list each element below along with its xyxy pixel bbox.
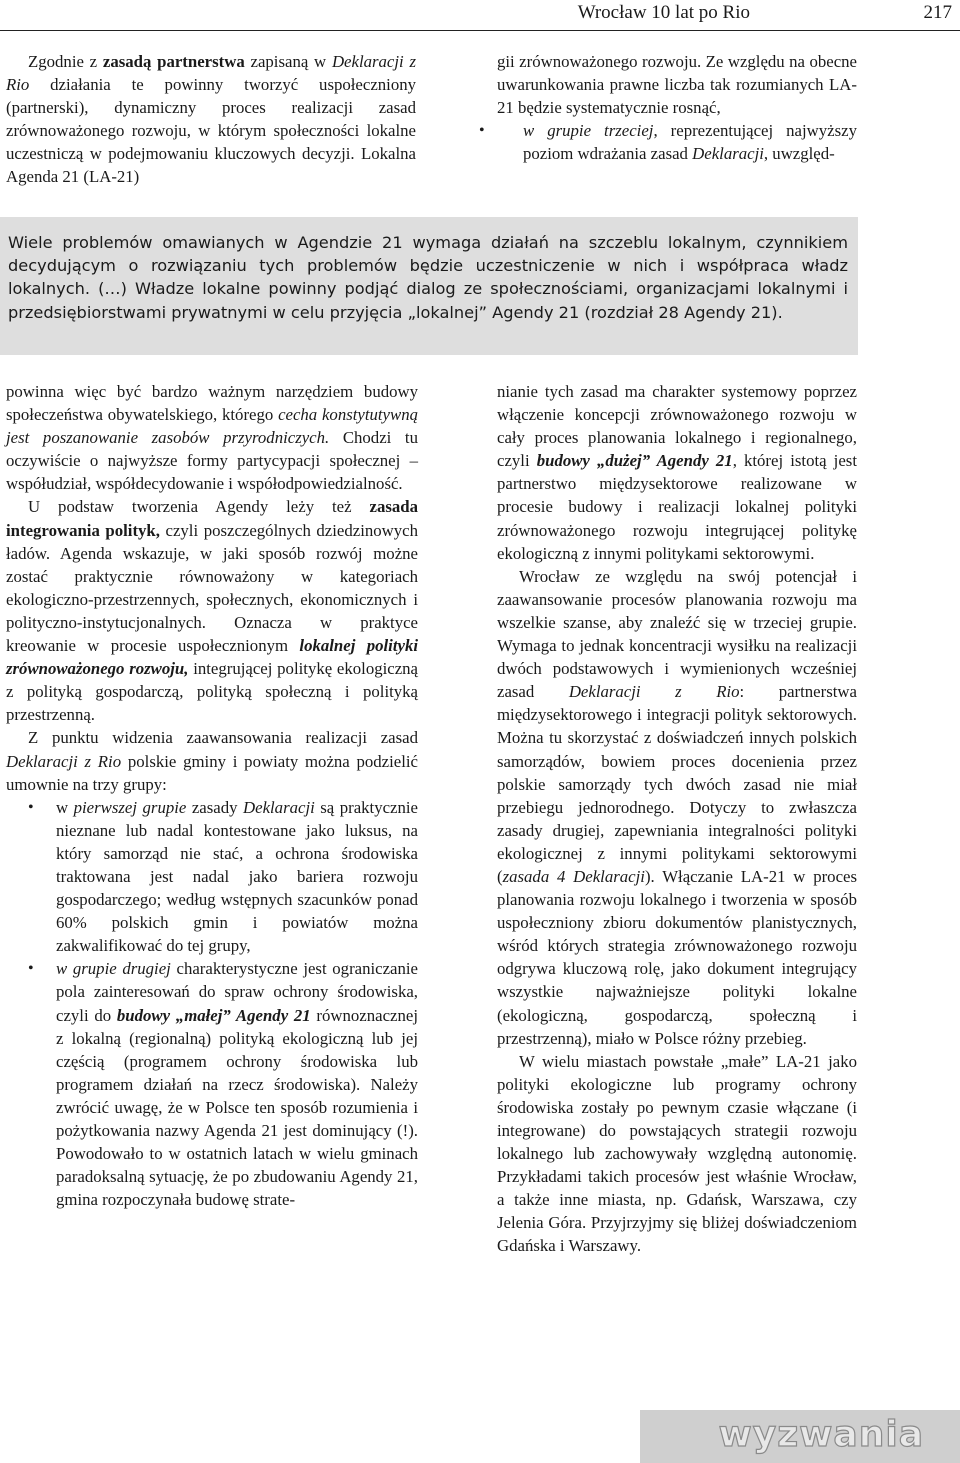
bullet-icon: • (28, 798, 34, 816)
list-item: • w grupie trzeciej, reprezentującej najwyższy poziom wdrażania zasad Deklaracji, uwzględ- (479, 121, 857, 164)
quote-callout (0, 217, 858, 355)
paragraph: powinna więc być bardzo ważnym narzędziem budowy społeczeństwa obywatelskiego, którego cecha konstytutywną jest poszanowanie zasobów przyrodniczych. Chodzi tu oczywiście o najwyższe formy partycypacji społecznej – współudział, współdecydowanie i współodpowiedzialność. (6, 382, 418, 494)
paragraph: U podstaw tworzenia Agendy leży też zasada integrowania polityk, czyli poszczególnych dziedzinowych ładów. Agenda wskazuje, w jaki sposób rozwój możne zostać praktycznie równoważony w kategoriach ekologiczno-przestrzennych, społecznych, ekonomicznych i polityczno-instytucjonalnych. Oznacza w praktyce kreowanie w procesie uspołecznionym lokalnej polityki zrównoważonego rozwoju, integrującej politykę ekologiczną z polityką gospodarczą, polityką społeczną i polityką przestrzenną. (6, 497, 419, 725)
paragraph: Z punktu widzenia zaawansowania realizacji zasad Deklaracji z Rio polskie gminy i powiaty można podzielić umownie na trzy grupy: (6, 728, 418, 794)
bullet-list (479, 119, 857, 165)
running-header (0, 0, 960, 31)
bottom-left-column (6, 380, 418, 1211)
top-right-column (479, 50, 857, 165)
bullet-icon: • (28, 960, 34, 978)
bullet-icon: • (479, 122, 485, 140)
bottom-right-column (497, 380, 857, 1258)
list-item: • w pierwszej grupie zasady Deklaracji są praktycznie nieznane lub nadal kontestowane jako luksus, na który samorząd nie stać, a ochrona środowiska traktowana jest nadal jako bariera rozwoju gospodarczego; według wstępnych szacunków ponad 60% polskich gmin i powiatów można zakwalifikować do tej grupy, (28, 797, 419, 956)
paragraph: Zgodnie z zasadą partnerstwa zapisaną w Deklaracji z Rio działania te powinny tworzyć uspołeczniony (partnerski), dynamiczny proces realizacji zasad zrównoważonego rozwoju, w którym społeczności lokalne uczestniczą w podejmowaniu kluczowych decyzji. Lokalna Agenda 21 (LA-21) (6, 52, 416, 187)
paragraph-continuation: nianie tych zasad ma charakter systemowy poprzez włączenie koncepcji zrównoważonego rozwoju w cały proces planowania lokalnego i regionalnego, czyli budowy „dużej” Agendy 21, której istotą jest partnerstwo międzysektorowe realizowane w procesie budowy i realizacji lokalnej polityki zrównoważonego rozwoju integrującej politykę ekologiczną z innymi politykami sektorowymi. (497, 382, 857, 563)
bullet-list (6, 796, 418, 1212)
list-item: • w grupie drugiej charakterystyczne jest ograniczanie pola zainteresowań do spraw ochrony środowiska, czyli do budowy „małej” Agendy 21 równoznacznej z lokalną (regionalną) polityką ekologiczną lub jej częścią (programem ochrony środowiska lub programem działań na rzecz środowiska). Należy zwrócić uwagę, że w Polsce ten sposób rozumienia i pożytkowania nazwy Agenda 21 jest dominujący (!). Powodowało to w ostatnich latach w wielu gminach paradoksalną sytuację, że po zbudowaniu Agendy 21, gmina rozpoczynała budowę strate- (28, 959, 419, 1210)
logo-band (640, 1410, 960, 1463)
callout-text: Wiele problemów omawianych w Agendzie 21 wymaga działań na szczeblu lokalnym, czynnikiem decydującym o rozwiązaniu tych problemów będzie uczestniczenie w nich i współpraca władz lokalnych. (…) Władze lokalne powinny podjąć dialog ze społecznościami, organizacjami lokalnymi i przedsiębiorstwami prywatnymi w celu przyjęcia „lokalnej” Agendy 21 (rozdział 28 Agendy 21). (8, 233, 848, 322)
wyzwania-logo: wyzwania (718, 1414, 924, 1455)
paragraph: Wrocław ze względu na swój potencjał i zaawansowanie procesów planowania rozwoju ma wszelkie szanse, aby znaleźć się w trzeciej grupie. Wymaga to jednak koncentracji wysiłku na realizacji dwóch podstawowych i wymienionych wcześniej zasad Deklaracji z Rio: partnerstwa międzysektorowego i integracji polityk sektorowych. Można tu skorzystać z doświadczeń innych polskich samorządów, bowiem proces docenienia przez polskie samorządy tych dwóch zasad nie miał przebiegu jednorodnego. Dotyczy to zwłaszcza zasady drugiej, zapewniania integralności polityki ekologicznej z innymi politykami sektorowymi (zasada 4 Deklaracji). Włączanie LA-21 w proces planowania rozwoju lokalnego i tworzenia w sposób uspołeczniony zbioru dokumentów planistycznych, wśród których strategia zrównoważonego rozwoju odgrywa kluczową rolę, jako dokument integrujący wszystkie najważniejsze polityki lokalne (ekologiczną, gospodarczą, społeczną i przestrzenną), miało w Polsce różny przebieg. (497, 566, 857, 1048)
paragraph-continuation: gii zrównoważonego rozwoju. Ze względu na obecne uwarunkowania prawne liczba tak rozumianych LA-21 będzie systematycznie rosnąć, (497, 52, 857, 118)
paragraph: W wielu miastach powstałe „małe” LA-21 jako polityki ekologiczne lub programy ochrony środowiska zostały po pewnym czasie włączane (i integrowane) do powstających strategii rozwoju lokalnego lub zachowywały względną autonomię. Przykładami takich procesów jest właśnie Wrocław, a także inne miasta, np. Gdańsk, Warszawa, czy Jelenia Góra. Przyjrzyjmy się bliżej doświadczeniom Gdańska i Warszawy. (497, 1051, 857, 1256)
running-title: Wrocław 10 lat po Rio (577, 2, 750, 23)
page-number: 217 (923, 2, 952, 23)
top-left-column (6, 50, 416, 189)
